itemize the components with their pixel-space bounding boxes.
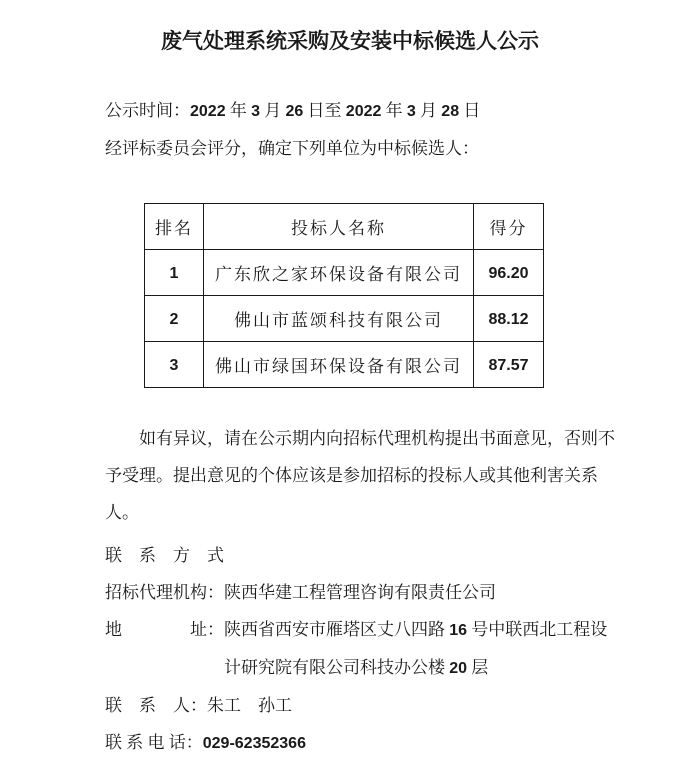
agency-line [105, 574, 700, 611]
publicity-period-line: 公示时间：2022 年 3 月 26 日至 2022 年 3 月 28 日 [105, 101, 481, 120]
contact-person-label: 联 系 人： [105, 696, 207, 715]
bid-candidates-table [144, 203, 544, 388]
table-header-row [145, 204, 544, 250]
header-score: 得分 [474, 204, 544, 250]
header-bidder-name: 投标人名称 [204, 204, 474, 250]
contact-person-line [105, 687, 700, 724]
address-label: 地 址： [105, 620, 224, 639]
bidder-cell: 佛山市绿国环保设备有限公司 [204, 342, 474, 388]
rank-cell: 2 [145, 296, 204, 342]
table-row [145, 296, 544, 342]
contact-section-label: 联 系 方 式 [105, 546, 224, 565]
score-cell: 87.57 [474, 342, 544, 388]
rank-cell: 1 [145, 250, 204, 296]
meta-block [105, 92, 700, 167]
contact-section [105, 537, 700, 762]
header-rank: 排名 [145, 204, 204, 250]
phone-label: 联 系 电 话： [105, 733, 203, 752]
document-title: 废气处理系统采购及安装中标候选人公示 [161, 29, 539, 53]
contact-section-heading [105, 537, 700, 574]
rank-cell: 3 [145, 342, 204, 388]
agency-value: 陕西华建工程管理咨询有限责任公司 [224, 583, 496, 602]
table-row [145, 342, 544, 388]
agency-label: 招标代理机构： [105, 583, 224, 602]
bidder-cell: 广东欣之家环保设备有限公司 [204, 250, 474, 296]
phone-value: 029-62352366 [202, 735, 306, 752]
bidder-cell: 佛山市蓝颂科技有限公司 [204, 296, 474, 342]
phone-line [105, 724, 700, 762]
table-row [145, 250, 544, 296]
address-value: 陕西省西安市雁塔区丈八四路 16 号中联西北工程设计研究院有限公司科技办公楼 20 层 [224, 620, 608, 677]
score-cell: 96.20 [474, 250, 544, 296]
objection-paragraph: 如有异议，请在公示期内向招标代理机构提出书面意见，否则不予受理。提出意见的个体应该是参加招标的投标人或其他利害关系人。 [105, 429, 615, 522]
contact-person-value: 朱工 孙工 [207, 696, 292, 715]
address-line [105, 611, 700, 687]
score-cell: 88.12 [474, 296, 544, 342]
intro-line: 经评标委员会评分，确定下列单位为中标候选人： [105, 139, 479, 158]
